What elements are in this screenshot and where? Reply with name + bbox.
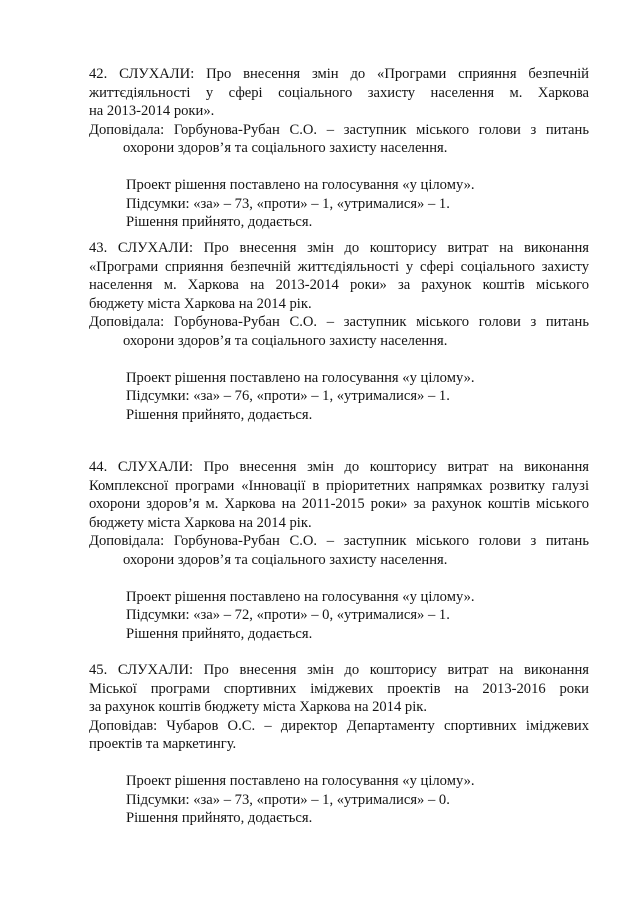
heard-line: бюджету міста Харкова на 2014 рік. bbox=[89, 295, 312, 312]
decision: Рішення прийнято, додається. bbox=[126, 214, 313, 231]
reporter-line: охорони здоров’я та соціального захисту населення. bbox=[123, 332, 448, 349]
vote-totals: Підсумки: «за» – 73, «проти» – 1, «утрималися» – 0. bbox=[126, 791, 450, 808]
decision: Рішення прийнято, додається. bbox=[126, 810, 313, 827]
heard-line: Міської програми спортивних іміджевих проектів на 2013-2016 роки bbox=[89, 680, 589, 697]
heard-line: охорони здоров’я м. Харкова на 2011-2015 роки» за рахунок коштів міського bbox=[89, 496, 589, 513]
vote-block bbox=[89, 369, 589, 425]
vote-totals: Підсумки: «за» – 76, «проти» – 1, «утрималися» – 1. bbox=[126, 388, 450, 405]
agenda-item-44 bbox=[89, 458, 589, 643]
agenda-item-42 bbox=[89, 65, 589, 232]
vote-project: Проект рішення поставлено на голосування «у цілому». bbox=[126, 369, 475, 386]
reporter-line: охорони здоров’я та соціального захисту населення. bbox=[123, 140, 448, 157]
heard-line: життєдіяльності у сфері соціального захисту населення м. Харкова bbox=[89, 84, 589, 101]
heard-line: на 2013-2014 роки». bbox=[89, 103, 215, 120]
decision: Рішення прийнято, додається. bbox=[126, 406, 313, 423]
heard-line: «Програми сприяння безпечній життєдіяльності у сфері соціального захисту bbox=[89, 258, 589, 275]
vote-block bbox=[89, 588, 589, 644]
vote-project: Проект рішення поставлено на голосування «у цілому». bbox=[126, 588, 475, 605]
heard-line: 45. СЛУХАЛИ: Про внесення змін до кошторису витрат на виконання bbox=[89, 662, 589, 678]
reporter-line: Доповідав: Чубаров О.С. – директор Департаменту спортивних іміджевих bbox=[89, 717, 589, 734]
decision: Рішення прийнято, додається. bbox=[126, 625, 313, 642]
heard-line: бюджету міста Харкова на 2014 рік. bbox=[89, 514, 312, 531]
reporter-line: Доповідала: Горбунова-Рубан С.О. – заступник міського голови з питань bbox=[89, 314, 589, 331]
heard-line: 42. СЛУХАЛИ: Про внесення змін до «Програми сприяння безпечній bbox=[89, 66, 589, 82]
vote-project: Проект рішення поставлено на голосування «у цілому». bbox=[126, 176, 475, 193]
heard-line: 43. СЛУХАЛИ: Про внесення змін до кошторису витрат на виконання bbox=[89, 240, 589, 256]
reporter-line: проектів та маркетингу. bbox=[89, 736, 237, 753]
vote-block bbox=[89, 772, 589, 828]
vote-totals: Підсумки: «за» – 73, «проти» – 1, «утрималися» – 1. bbox=[126, 195, 450, 212]
heard-line: населення м. Харкова на 2013-2014 роки» за рахунок коштів міського bbox=[89, 277, 589, 294]
agenda-item-43 bbox=[89, 239, 589, 424]
heard-line: 44. СЛУХАЛИ: Про внесення змін до кошторису витрат на виконання bbox=[89, 459, 589, 475]
agenda-item-45 bbox=[89, 661, 589, 828]
heard-line: Комплексної програми «Інновації в пріоритетних напрямках розвитку галузі bbox=[89, 477, 589, 494]
vote-project: Проект рішення поставлено на голосування «у цілому». bbox=[126, 772, 475, 789]
heard-line: за рахунок коштів бюджету міста Харкова на 2014 рік. bbox=[89, 699, 428, 716]
vote-block bbox=[89, 176, 589, 232]
reporter-line: Доповідала: Горбунова-Рубан С.О. – заступник міського голови з питань bbox=[89, 533, 589, 550]
reporter-line: охорони здоров’я та соціального захисту населення. bbox=[123, 551, 448, 568]
reporter-line: Доповідала: Горбунова-Рубан С.О. – заступник міського голови з питань bbox=[89, 121, 589, 138]
vote-totals: Підсумки: «за» – 72, «проти» – 0, «утрималися» – 1. bbox=[126, 607, 450, 624]
